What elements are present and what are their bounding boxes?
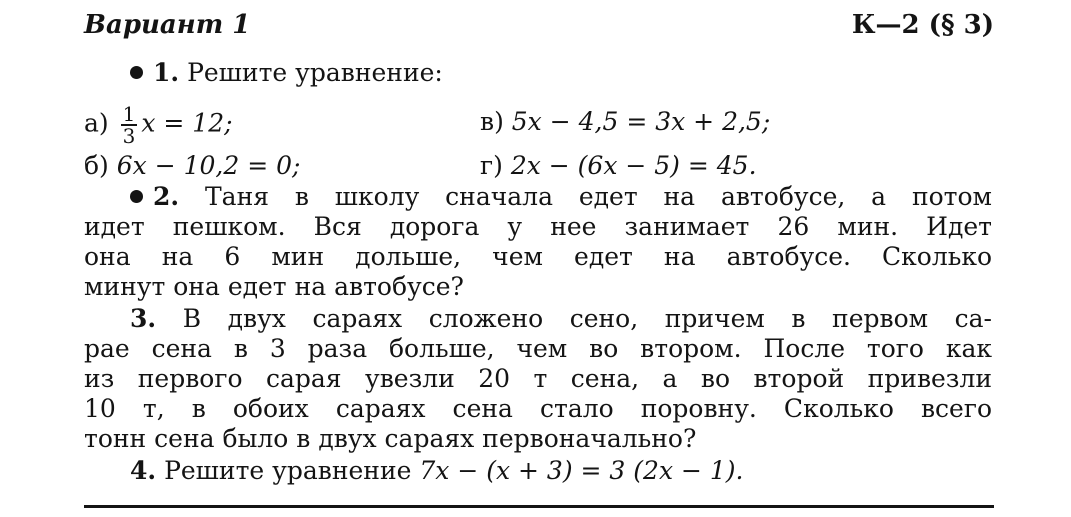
task-1g-expression: 2x − (6x − 5) = 45. [510, 151, 757, 180]
task-1a [84, 104, 233, 146]
task-2-line-4: минут она едет на автобусе? [84, 272, 464, 301]
variant-title: Вариант 1 [84, 10, 251, 40]
task-1b-expression: 6x − 10,2 = 0; [116, 151, 301, 180]
task-3-text-1: В двух сараях сложено сено, причем в первом са- [182, 304, 992, 333]
task-2-number: 2. [153, 182, 180, 211]
task-3-line-3: из первого сарая увезли 20 т сена, а во второй привезли [84, 364, 992, 393]
task-3-number: 3. [130, 304, 157, 333]
task-3-line-2: рае сена в 3 раза больше, чем во втором. После того как [84, 334, 992, 363]
task-2-line-2: идет пешком. Вся дорога у нее занимает 26 мин. Идет [84, 212, 992, 241]
task-1-number: 1. [153, 58, 180, 87]
task-4-expression: 7x − (x + 3) = 3 (2x − 1). [419, 456, 744, 485]
bullet-icon [130, 190, 143, 203]
fraction-numerator: 1 [122, 102, 136, 126]
task-2-text-1: Таня в школу сначала едет на автобусе, а потом [204, 182, 992, 211]
task-3-line-4: 10 т, в обоих сараях сена стало поровну. Сколько всего [84, 394, 992, 423]
task-3-line-1 [130, 304, 992, 334]
task-1g [480, 151, 757, 181]
task-1-heading [130, 58, 443, 88]
task-4 [130, 456, 744, 486]
task-1b-label: б) [84, 151, 109, 180]
task-1a-expression: x = 12; [141, 108, 233, 138]
task-2-line-3: она на 6 мин дольше, чем едет на автобусе. Сколько [84, 242, 992, 271]
task-4-number: 4. [130, 456, 157, 485]
task-2-line-1 [130, 182, 992, 212]
task-3-line-5: тонн сена было в двух сараях первоначально? [84, 424, 697, 453]
fraction-denominator: 3 [122, 124, 136, 148]
test-code: К—2 (§ 3) [851, 10, 994, 40]
bullet-icon [130, 66, 143, 79]
task-1v [480, 107, 770, 137]
task-4-text: Решите уравнение [164, 456, 412, 485]
task-1v-label: в) [480, 107, 504, 136]
worksheet-header [84, 10, 994, 50]
bottom-divider [84, 505, 994, 508]
task-1g-label: г) [480, 151, 503, 180]
task-1-text: Решите уравнение: [187, 58, 443, 87]
task-1b [84, 151, 300, 181]
task-1a-label: а) [84, 108, 109, 138]
task-1v-expression: 5x − 4,5 = 3x + 2,5; [511, 107, 771, 136]
fraction-one-third [121, 104, 138, 146]
